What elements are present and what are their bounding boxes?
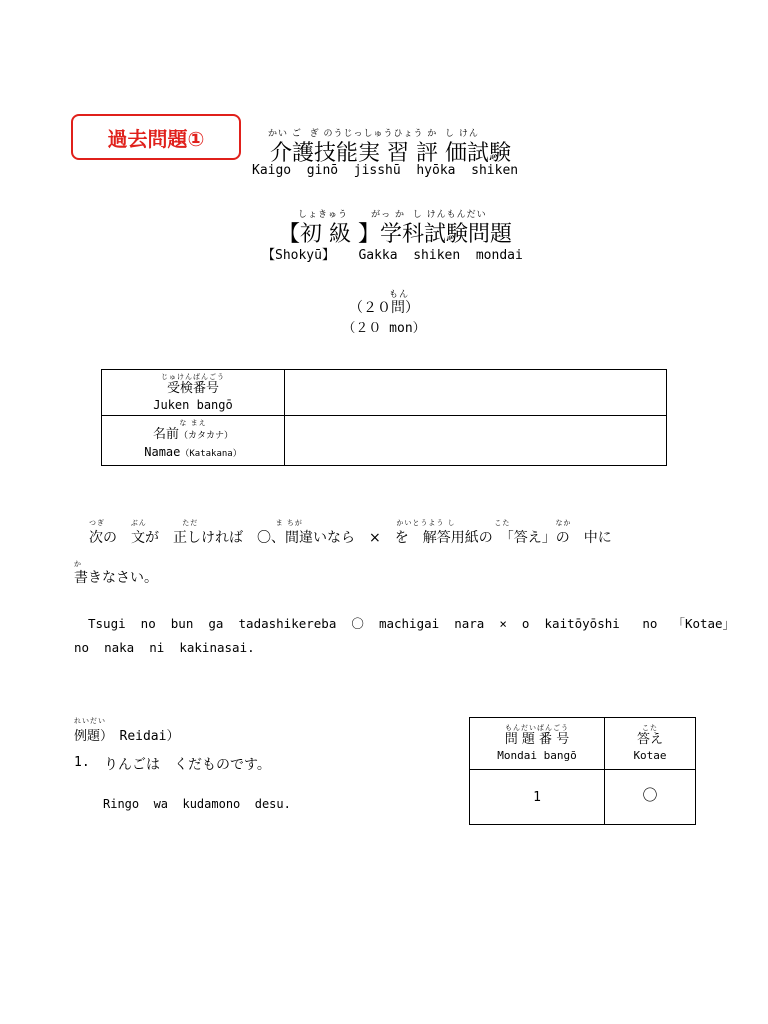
question-number-ruby: もんだいばんごう [505,723,569,732]
answer-romaji: Kotae [633,748,667,762]
instruction-romaji-2: no naka ni kakinasai. [74,640,255,655]
instruction-line-2: 書きなさい。 [74,570,158,586]
question-count: （２０問） [349,300,419,316]
name-label-cell [102,416,285,466]
count-ruby: もん [388,290,409,300]
subtitle-romaji: 【Shokyū】 Gakka shiken mondai [262,248,523,263]
exam-number-romaji: Juken bangō [153,397,233,412]
question-count-romaji: （２０ mon） [342,321,426,336]
name-label: 名前 [152,427,179,443]
exam-number-label-cell [102,370,285,416]
row-number: 1 [533,790,541,805]
title-ruby: かい ご ぎ のうじっしゅうひょう か し けん [268,129,479,139]
name-romaji: Namae [144,445,181,460]
question-number-header [470,718,605,770]
answer-header [605,718,696,770]
exam-number-label: 受検番号 [166,380,219,396]
answer-ruby: こた [642,723,658,732]
question-number-label: 問 題 番 号 [504,731,570,747]
question-number-romaji: Mondai bangō [497,748,577,762]
row-answer-cell[interactable] [605,770,696,825]
instruction-ruby-2: か [74,560,82,568]
row-question-number [470,770,605,825]
candidate-info-table [101,369,667,466]
name-romaji-note: （Katakana） [180,449,242,460]
exam-number-ruby: じゅけんばんごう [161,372,225,381]
name-kana-note: （カタカナ） [179,431,234,442]
example-question: りんごは くだものです。 [104,757,271,773]
answer-label: 答え [636,731,663,747]
instruction-ruby-1: つぎ ぶん ただ ま ちが かいとうよう し こた なか [89,519,572,527]
past-exam-badge: 過去問題① [71,114,241,160]
subtitle: 【初 級 】学科試験問題 [278,222,512,247]
instruction-romaji-1: Tsugi no bun ga tadashikereba 〇 machigai nara × o kaitōyōshi no 「Kotae」 [88,616,736,631]
instruction-line-1: 次の 文が 正しければ 〇、間違いなら × を 解答用紙の 「答え」の 中に [89,530,612,546]
subtitle-ruby: しょきゅう がっ か し けんもんだい [298,210,487,220]
example-label: 例題） Reidai） [74,729,180,744]
name-ruby: な まえ [179,419,207,428]
example-ruby: れいだい [74,717,106,725]
exam-number-field[interactable] [285,370,667,416]
row-answer: 〇 [642,786,658,804]
name-field[interactable] [285,416,667,466]
title-romaji: Kaigo ginō jisshū hyōka shiken [252,163,519,178]
example-question-number: 1. [74,755,90,770]
example-question-romaji: Ringo wa kudamono desu. [103,797,291,811]
page-title: 介護技能実 習 評 価試験 [270,141,511,166]
answer-table [469,717,696,825]
